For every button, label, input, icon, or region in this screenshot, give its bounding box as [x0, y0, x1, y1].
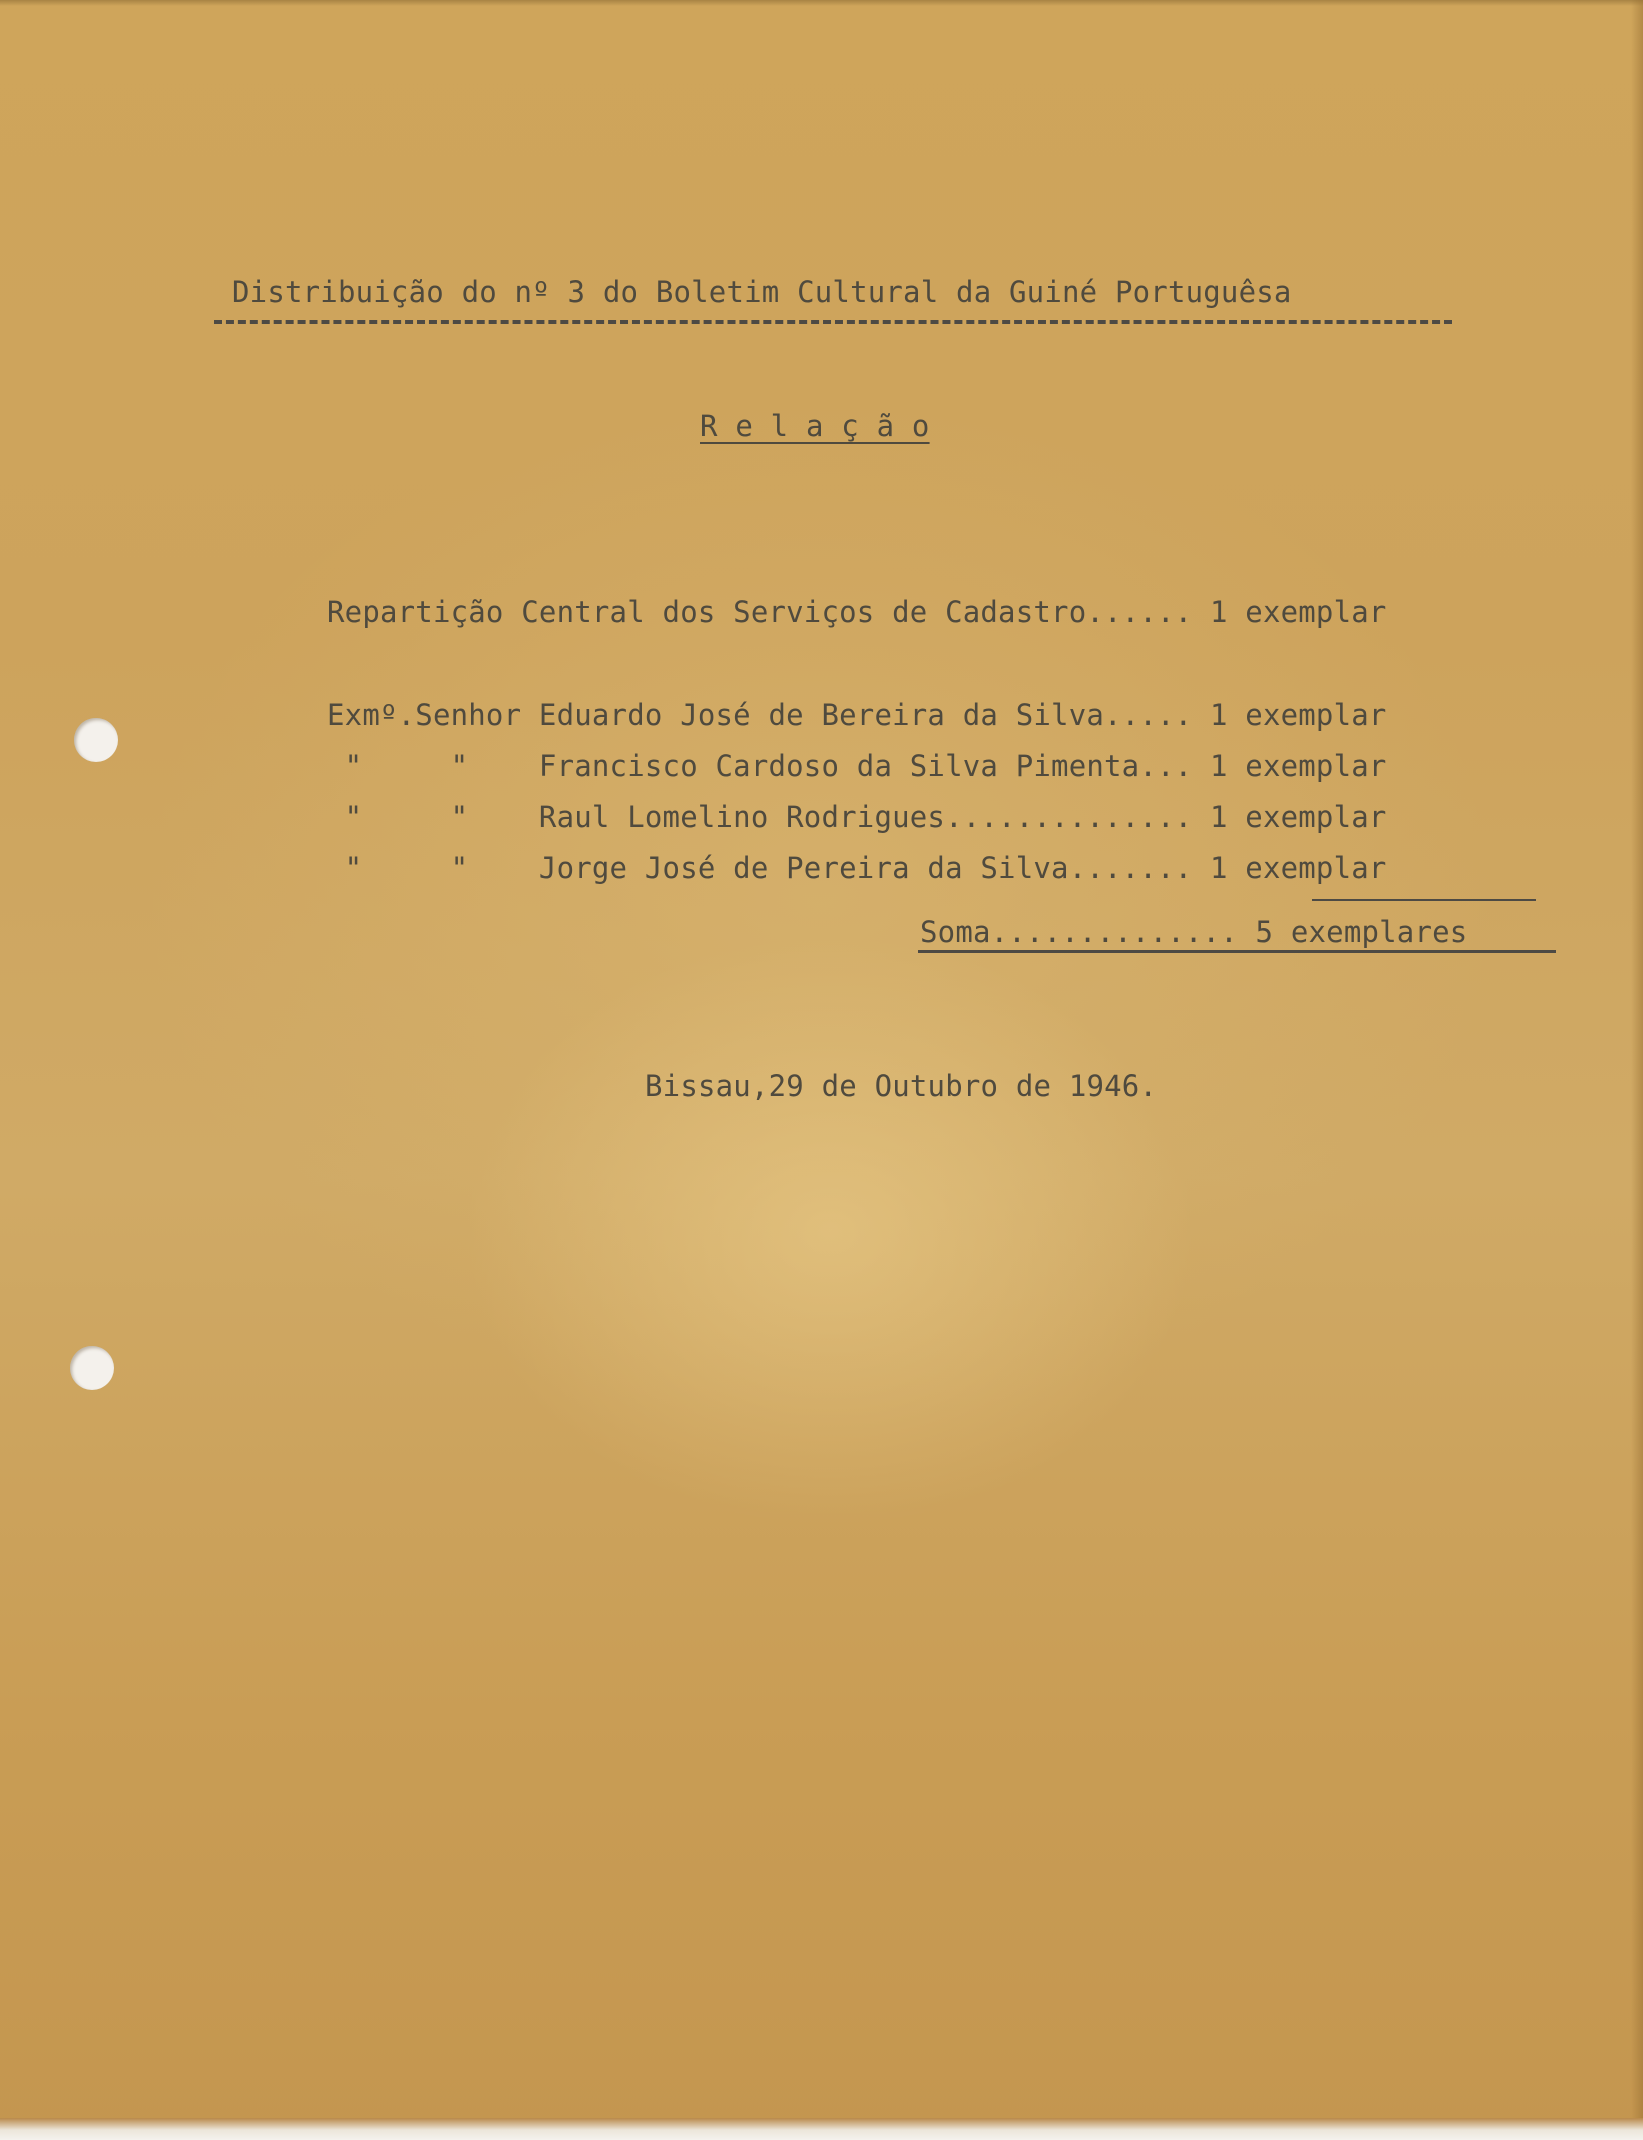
punch-hole [70, 1346, 114, 1390]
total-underline [918, 950, 1556, 953]
title-dashed-rule [214, 320, 1452, 324]
entry-line: Repartição Central dos Serviços de Cadastro...... 1 exemplar [327, 595, 1387, 629]
place-date: Bissau,29 de Outubro de 1946. [645, 1069, 1158, 1103]
sum-rule [1312, 899, 1536, 901]
document-subtitle: R e l a ç ã o [700, 409, 930, 443]
document-title: Distribuição do nº 3 do Boletim Cultural da Guiné Portuguêsa [232, 275, 1292, 309]
entry-line: " " Jorge José de Pereira da Silva....... 1 exemplar [327, 851, 1387, 885]
paper-right-edge [1631, 0, 1643, 2140]
entry-line: Exmº.Senhor Eduardo José de Bereira da Silva..... 1 exemplar [327, 698, 1387, 732]
paper-bottom-edge [0, 2118, 1643, 2140]
entry-line: " " Francisco Cardoso da Silva Pimenta... 1 exemplar [327, 749, 1387, 783]
entry-line: " " Raul Lomelino Rodrigues.............. 1 exemplar [327, 800, 1387, 834]
punch-hole [74, 718, 118, 762]
paper-top-edge [0, 0, 1643, 6]
total-line: Soma.............. 5 exemplares [920, 915, 1468, 949]
